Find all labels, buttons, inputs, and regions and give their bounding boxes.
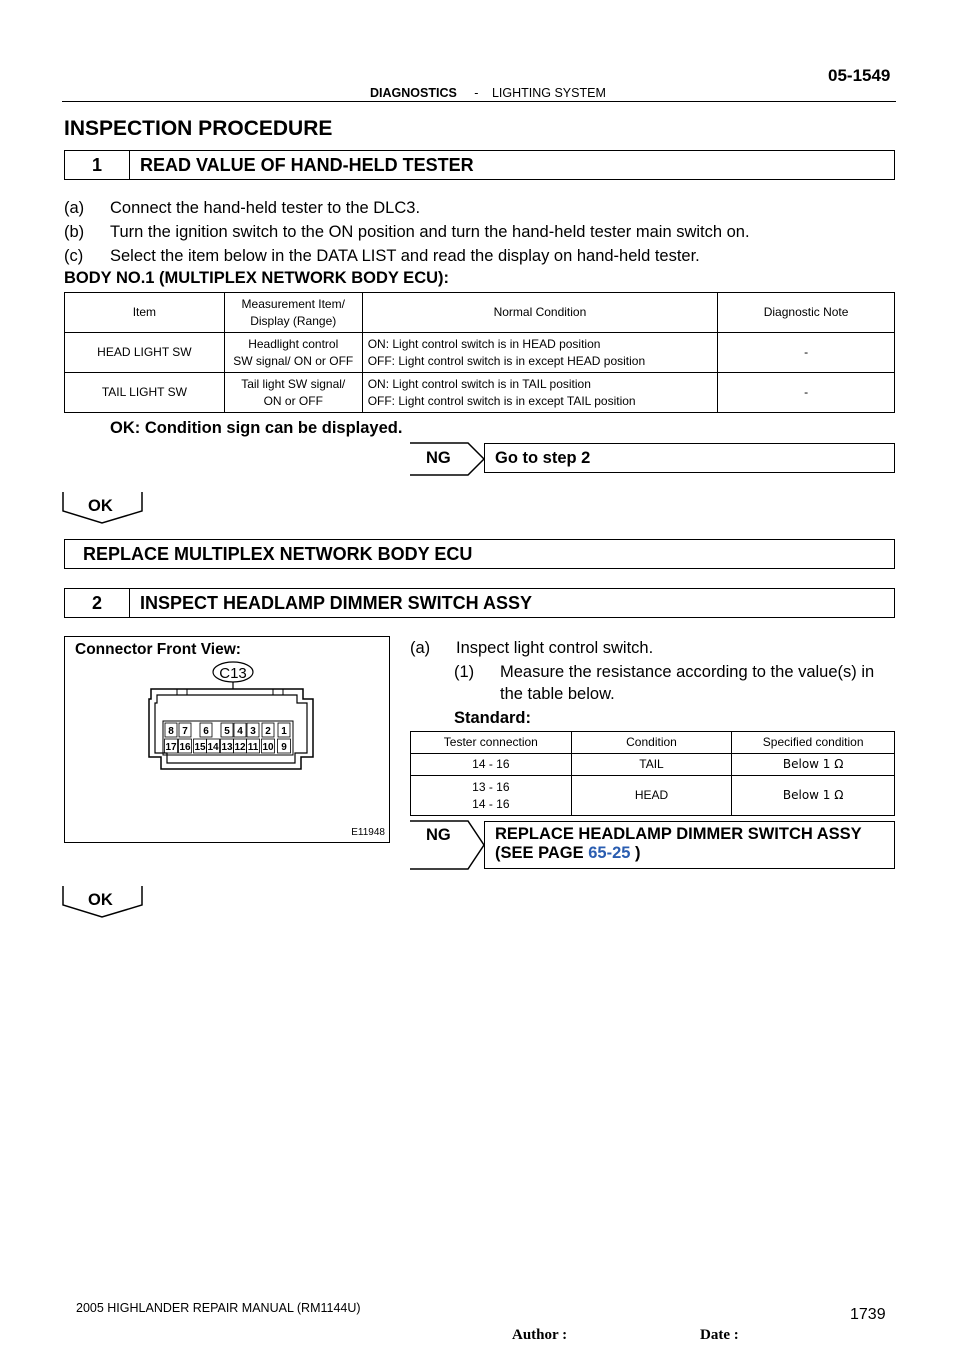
- pin-label: 10: [262, 742, 274, 753]
- table-header-row: [65, 293, 895, 333]
- table-row: [411, 776, 895, 816]
- instruction-2a: [410, 636, 653, 660]
- table-cell: Below 1 Ω: [732, 776, 895, 816]
- instruction-text: Inspect light control switch.: [456, 639, 654, 657]
- pin-label: 15: [194, 742, 206, 753]
- section-name: DIAGNOSTICS: [370, 86, 457, 100]
- header-rule: [62, 101, 896, 102]
- pin-label: 17: [165, 742, 177, 753]
- replace-ecu-text: REPLACE MULTIPLEX NETWORK BODY ECU: [83, 543, 473, 564]
- ng-action-2: [484, 821, 895, 869]
- table-cell: HEAD: [571, 776, 732, 816]
- pin-label: 11: [247, 742, 259, 753]
- pin-label: 1: [281, 726, 287, 737]
- table-cell: ON: Light control switch is in TAIL position OFF: Light control switch is in except TAIL position: [362, 373, 717, 413]
- table-header-cell: Item: [65, 293, 225, 333]
- instruction-2-1-cont: the table below.: [500, 685, 615, 703]
- footer-page: 1739: [850, 1306, 886, 1323]
- table-cell: -: [718, 373, 895, 413]
- ng-label-1: NG: [426, 449, 451, 467]
- instruction-b: [64, 220, 750, 244]
- table-cell: ON: Light control switch is in HEAD position OFF: Light control switch is in except HEAD position: [362, 333, 717, 373]
- page-title: INSPECTION PROCEDURE: [64, 117, 333, 140]
- date-label: Date :: [700, 1327, 739, 1343]
- table-cell: Tail light SW signal/ ON or OFF: [224, 373, 362, 413]
- pin-label: 16: [179, 742, 191, 753]
- pin-label: 12: [234, 742, 246, 753]
- instruction-label: (b): [64, 223, 85, 241]
- pin-label: 3: [250, 726, 256, 737]
- table-cell: 13 - 16 14 - 16: [411, 776, 572, 816]
- table-header-row: [411, 732, 895, 754]
- pin-label: 6: [203, 726, 209, 737]
- figure-id: E11948: [351, 827, 385, 838]
- table-cell: -: [718, 333, 895, 373]
- table-row: [65, 333, 895, 373]
- instruction-label: (c): [64, 247, 84, 265]
- table-cell: TAIL: [571, 754, 732, 776]
- step-1-title: READ VALUE OF HAND-HELD TESTER: [140, 154, 474, 175]
- step-2-title: INSPECT HEADLAMP DIMMER SWITCH ASSY: [140, 592, 533, 613]
- instruction-a: [64, 196, 420, 220]
- instruction-text: Select the item below in the DATA LIST and read the display on hand-held tester.: [110, 247, 700, 265]
- connector-drawing: [65, 637, 389, 842]
- ng-action-line2: [495, 844, 894, 863]
- table-header-cell: Specified condition: [732, 732, 895, 754]
- table-header-cell: Diagnostic Note: [718, 293, 895, 333]
- ng-label-2: NG: [426, 826, 451, 844]
- pin-label: 7: [182, 726, 188, 737]
- instruction-label: (a): [410, 639, 431, 657]
- table-caption: BODY NO.1 (MULTIPLEX NETWORK BODY ECU):: [64, 269, 450, 287]
- table-cell: Headlight control SW signal/ ON or OFF: [224, 333, 362, 373]
- step-2-header: [64, 588, 895, 618]
- ok-label-1: OK: [88, 497, 113, 515]
- section-heading: [370, 86, 606, 100]
- table-cell: 14 - 16: [411, 754, 572, 776]
- replace-ecu-box: [64, 539, 895, 569]
- table-row: [411, 754, 895, 776]
- footer-manual: 2005 HIGHLANDER REPAIR MANUAL (RM1144U): [76, 1301, 361, 1315]
- table-header-cell: Measurement Item/ Display (Range): [224, 293, 362, 333]
- instruction-text: Turn the ignition switch to the ON position and turn the hand-held tester main switch on.: [110, 223, 750, 241]
- pin-label: 13: [221, 742, 233, 753]
- instruction-label: (1): [454, 663, 475, 681]
- ng-action-suffix: ): [630, 844, 641, 862]
- ng-action-prefix: (SEE PAGE: [495, 844, 589, 862]
- pin-label: 2: [265, 726, 271, 737]
- instruction-c: [64, 244, 700, 268]
- figure-caption: Connector Front View:: [75, 641, 241, 658]
- ng-action-line1: REPLACE HEADLAMP DIMMER SWITCH ASSY: [495, 825, 862, 843]
- pin-label: 14: [207, 742, 219, 753]
- subsection-name: LIGHTING SYSTEM: [491, 86, 606, 100]
- instruction-text: Measure the resistance according to the value(s) in: [500, 663, 875, 681]
- section-separator: -: [474, 86, 479, 100]
- page-link[interactable]: 65-25: [588, 844, 631, 862]
- instruction-2-1: [454, 660, 874, 684]
- table-header-cell: Normal Condition: [362, 293, 717, 333]
- ng-action-1: Go to step 2: [484, 443, 895, 473]
- connector-id-label: C13: [219, 665, 247, 682]
- pin-label: 9: [281, 742, 287, 753]
- table-cell: HEAD LIGHT SW: [65, 333, 225, 373]
- ok-condition: OK: Condition sign can be displayed.: [110, 419, 403, 437]
- table-cell: Below 1 Ω: [732, 754, 895, 776]
- author-label: Author :: [512, 1327, 568, 1343]
- data-list-table: [64, 292, 895, 413]
- instruction-label: (a): [64, 199, 85, 217]
- page-number: 05-1549: [828, 66, 891, 85]
- step-1-number: 1: [65, 151, 130, 179]
- pin-label: 5: [224, 726, 230, 737]
- table-header-cell: Condition: [571, 732, 732, 754]
- table-row: [65, 373, 895, 413]
- pin-label: 8: [168, 726, 174, 737]
- instruction-text: Connect the hand-held tester to the DLC3.: [110, 199, 421, 217]
- step-2-number: 2: [65, 589, 130, 617]
- ok-label-2: OK: [88, 891, 113, 909]
- standard-label: Standard:: [454, 709, 532, 727]
- resistance-table: [410, 731, 895, 816]
- pin-label: 4: [237, 726, 243, 737]
- connector-figure: [64, 636, 390, 843]
- table-header-cell: Tester connection: [411, 732, 572, 754]
- step-1-header: [64, 150, 895, 180]
- table-cell: TAIL LIGHT SW: [65, 373, 225, 413]
